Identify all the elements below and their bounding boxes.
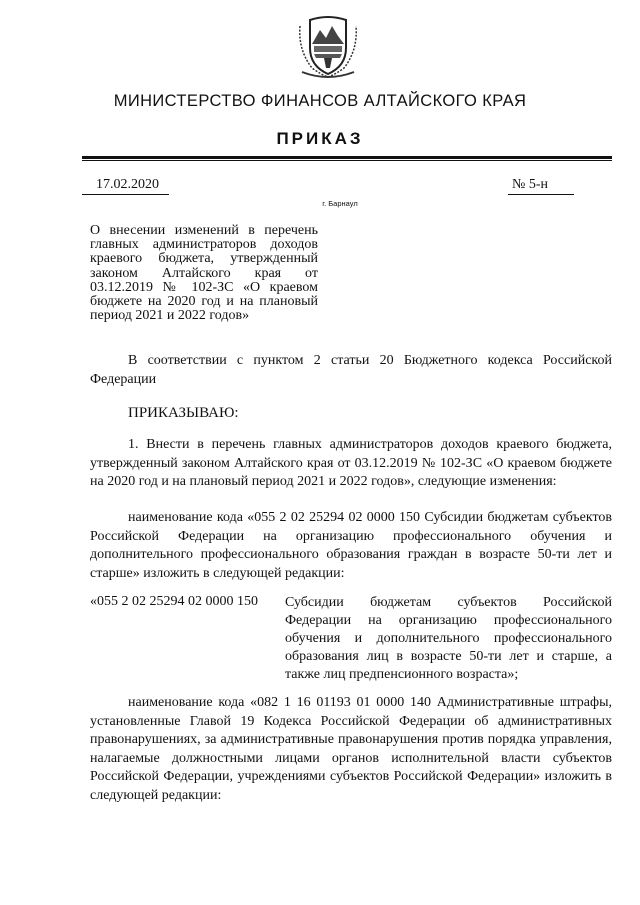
order-date xyxy=(82,177,169,195)
document-type: ПРИКАЗ xyxy=(276,129,364,148)
header-divider-thick xyxy=(82,156,612,159)
order-date-value: 17.02.2020 xyxy=(82,177,169,195)
change-1-intro: наименование кода «055 2 02 25294 02 0000 150 Субсидии бюджетам субъектов Российской Федерации на организацию профессионального обучения и дополнительного профессионального образования граждан в возрасте 50-ти лет и старше» изложить в следующей редакции: xyxy=(90,510,612,581)
city-label: г. Барнаул xyxy=(322,199,358,208)
change-1-code: «055 2 02 25294 02 0000 150 xyxy=(90,594,258,609)
order-word: ПРИКАЗЫВАЮ: xyxy=(128,405,239,421)
order-number xyxy=(508,177,574,195)
change-1-new-name: Субсидии бюджетам субъектов Российской Федерации на организацию профессионального обучения и дополнительного профессионального образования лиц в возрасте 50-ти лет и старше, а также лиц предпенсионного возраста»; xyxy=(285,595,612,682)
order-number-value: № 5-н xyxy=(508,177,574,195)
header-divider-thin xyxy=(82,160,612,161)
order-subject: О внесении изменений в перечень главных администраторов доходов краевого бюджета, утвержденный законом Алтайского края от 03.12.2019 № 102-ЗС «О краевом бюджете на 2020 год и на плановый период 2021 и 2022 годов» xyxy=(90,223,318,324)
ministry-name: МИНИСТЕРСТВО ФИНАНСОВ АЛТАЙСКОГО КРАЯ xyxy=(113,92,527,110)
coat-of-arms-icon xyxy=(296,14,360,80)
preamble-paragraph: В соответствии с пунктом 2 статьи 20 Бюджетного кодекса Российской Федерации xyxy=(90,353,612,387)
item-1-paragraph: 1. Внести в перечень главных администраторов доходов краевого бюджета, утвержденный законом Алтайского края от 03.12.2019 № 102-ЗС «О краевом бюджете на 2020 год и на плановый период 2021 и 2022 годов», следующие изменения: xyxy=(90,437,612,489)
change-2-intro: наименование кода «082 1 16 01193 01 0000 140 Административные штрафы, установленные Главой 19 Кодекса Российской Федерации об административных правонарушениях, за административные правонарушения против порядка управления, налагаемые должностными лицами органов исполнительной власти субъектов Российской Федерации, учреждениями субъектов Российской Федерации» изложить в следующей редакции: xyxy=(90,695,612,803)
